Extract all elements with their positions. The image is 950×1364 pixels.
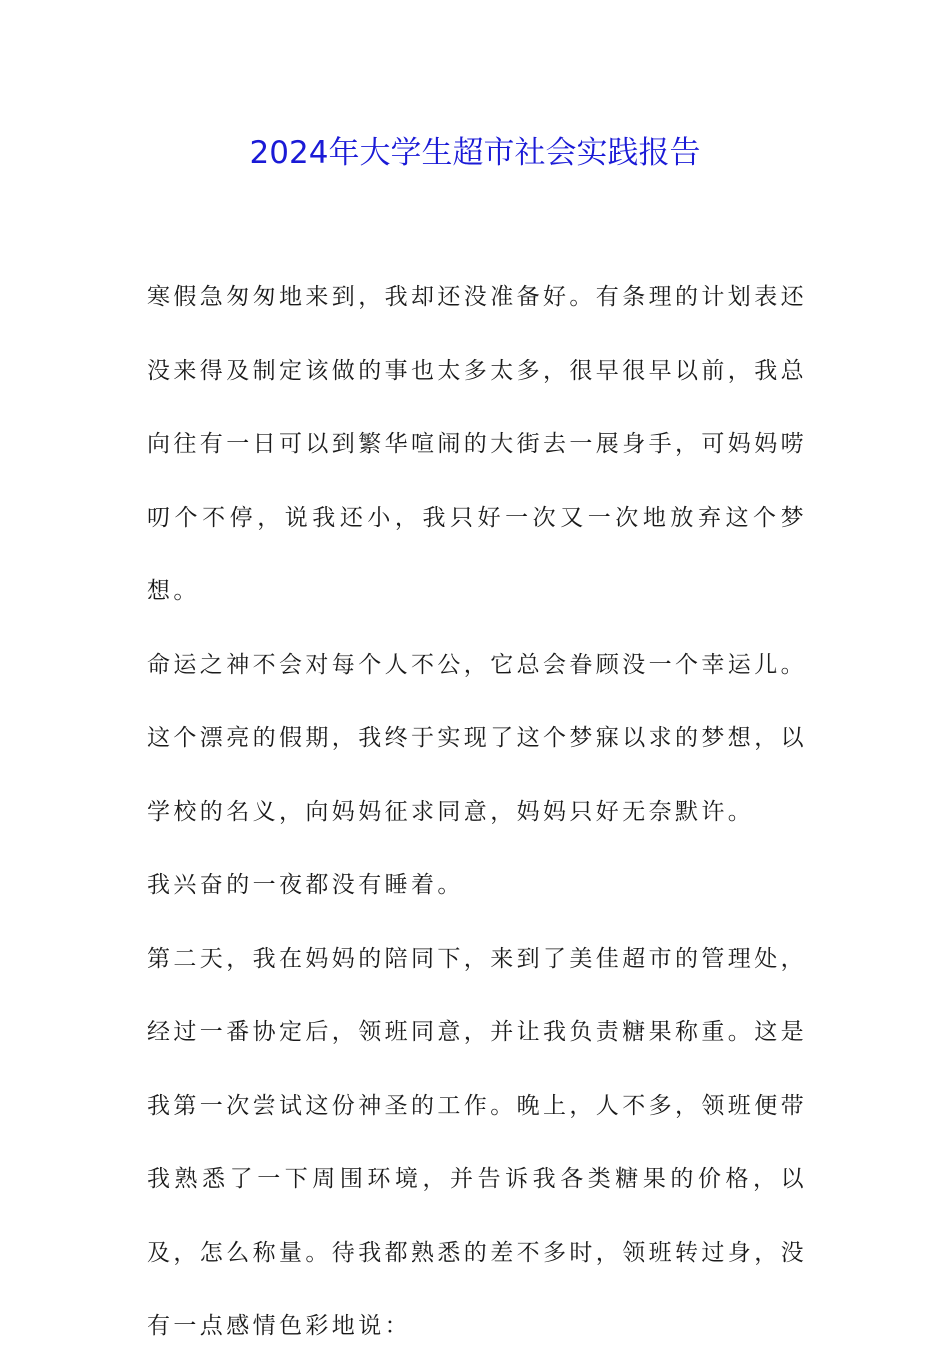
paragraph-4: 第二天，我在妈妈的陪同下，来到了美佳超市的管理处，经过一番协定后，领班同意，并让我负责糖果称重。这是我第一次尝试这份神圣的工作。晚上，人不多，领班便带我熟悉了一下周围环境，并告诉我各类糖果的价格，以及，怎么称量。待我都熟悉的差不多时，领班转过身，没有一点感情色彩地说： [147, 945, 807, 1339]
paragraph-3: 我兴奋的一夜都没有睡着。 [147, 872, 464, 898]
paragraph-1: 寒假急匆匆地来到，我却还没准备好。有条理的计划表还没来得及制定该做的事也太多太多，很早很早以前，我总向往有一日可以到繁华喧闹的大街去一展身手，可妈妈唠叨个不停，说我还小，我只好一次又一次地放弃这个梦想。 [147, 284, 807, 604]
paragraph-2: 命运之神不会对每个人不公，它总会眷顾没一个幸运儿。这个漂亮的假期，我终于实现了这个梦寐以求的梦想，以学校的名义，向妈妈征求同意，妈妈只好无奈默许。 [147, 651, 807, 825]
document-body [147, 261, 807, 1364]
document-title: 2024年大学生超市社会实践报告 [249, 135, 701, 171]
